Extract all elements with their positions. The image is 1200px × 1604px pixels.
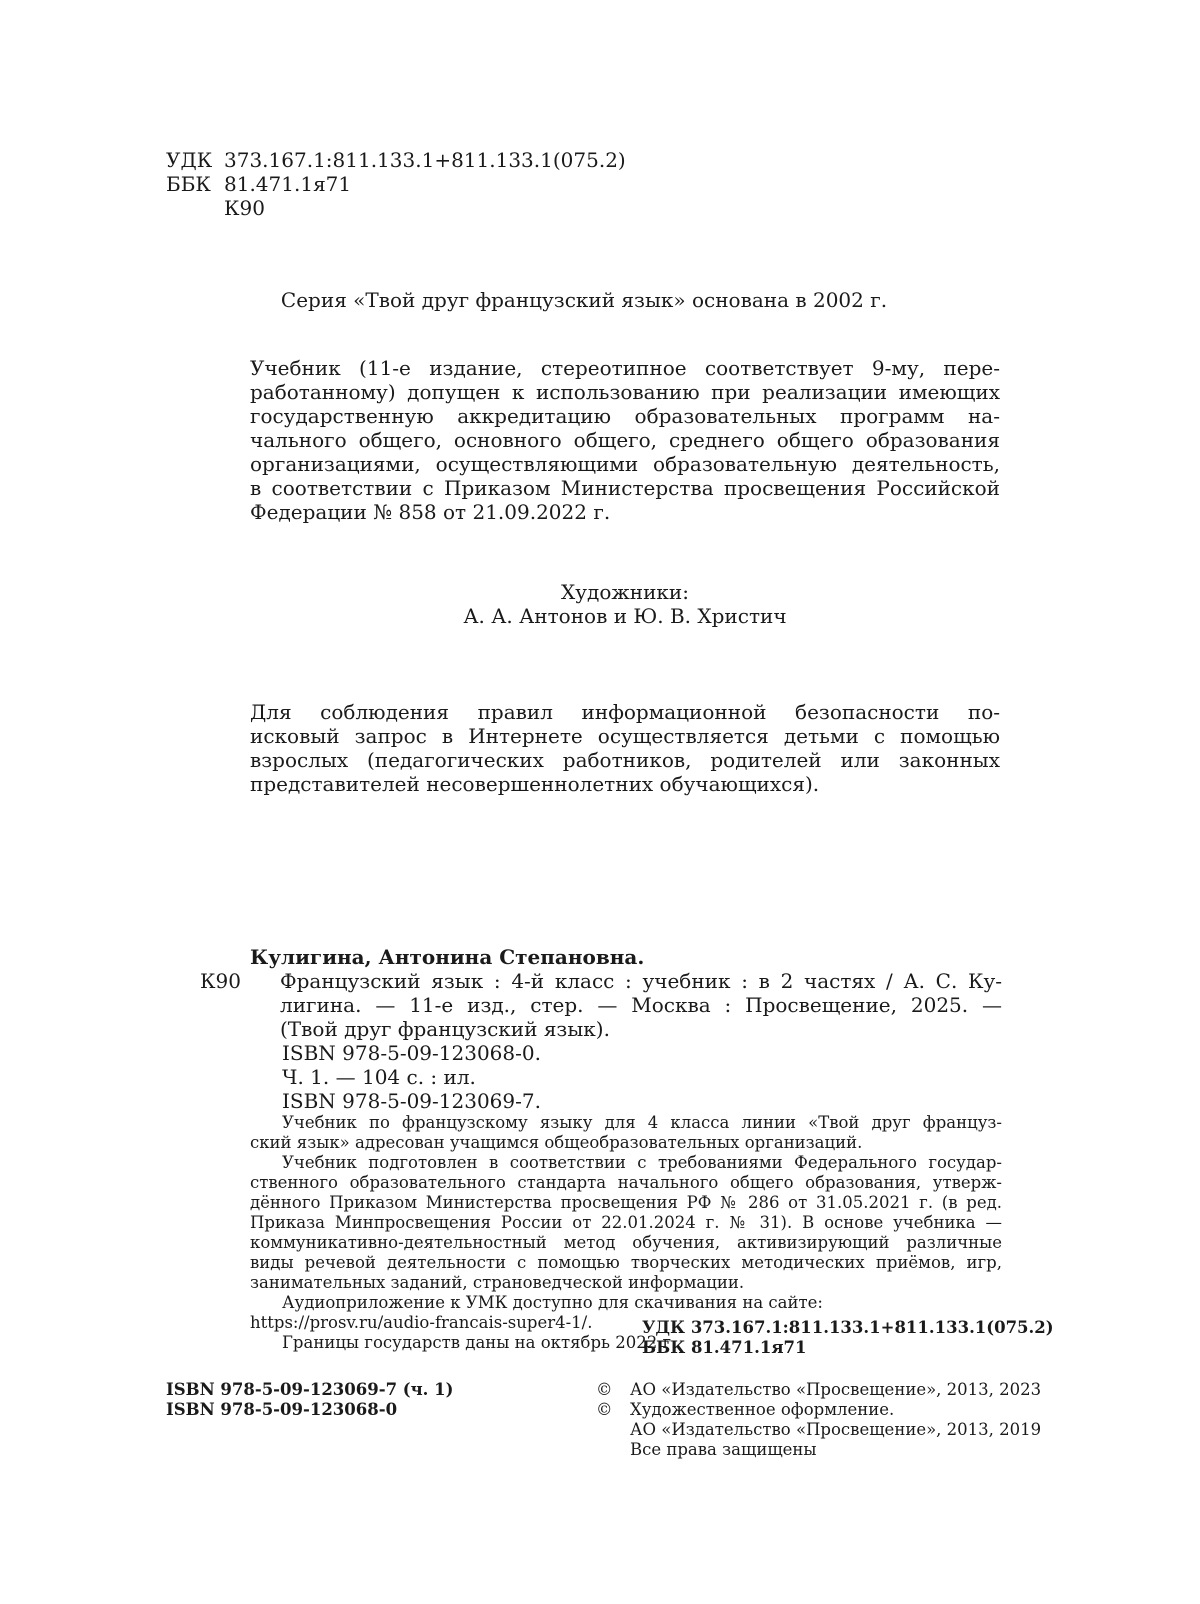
approval-line: чального общего, основного общего, среднего общего образования [250,428,1000,452]
copyright-line: Все права защищены [630,1440,817,1459]
annotation-line: ственного образовательного стандарта начального общего образования, утверж- [250,1173,1002,1192]
artists-names: А. А. Антонов и Ю. В. Христич [463,604,787,628]
copyright-block [596,1380,1056,1460]
biblio-part: Ч. 1. — 104 с. : ил. [282,1065,476,1089]
safety-line: взрослых (педагогических работников, родителей или законных [250,748,1000,772]
copyright-icon: © [596,1400,613,1419]
annotation-line: занимательных заданий, страноведческой информации. [250,1273,745,1292]
biblio-annotation-1 [200,1113,1002,1153]
artists-title: Художники: [561,580,689,604]
bbk-label: ББК [166,172,211,196]
copyright-row [596,1380,1056,1400]
safety-line: исковый запрос в Интернете осуществляется детьми с помощью [250,724,1000,748]
annotation-line: Учебник по французскому языку для 4 класса линии «Твой друг француз- [282,1113,1002,1132]
approval-paragraph [250,356,1000,524]
approval-line: организациями, осуществляющими образовательную деятельность, [250,452,1000,476]
copyright-line: АО «Издательство «Просвещение», 2013, 2023 [630,1380,1042,1399]
copyright-row [596,1420,1056,1440]
approval-line: государственную аккредитацию образовательных программ на- [250,404,1000,428]
author-mark-row [166,196,686,220]
footer-isbn-part: ISBN 978-5-09-123069-7 (ч. 1) [166,1380,454,1399]
series-note: Серия «Твой друг французский язык» основана в 2002 г. [280,288,888,312]
biblio-mark: К90 [200,969,241,993]
copyright-row [596,1400,1056,1420]
annotation-line: Учебник подготовлен в соответствии с требованиями Федерального государ- [282,1153,1002,1172]
author-mark: К90 [224,196,265,220]
artists-credit [250,580,1000,628]
approval-line: Учебник (11-е издание, стереотипное соответствует 9-му, пере- [250,356,1000,380]
footer-bbk: ББК 81.471.1я71 [642,1338,807,1357]
copyright-icon: © [596,1380,613,1399]
footer-isbn [166,1380,566,1420]
biblio-isbn-part: ISBN 978-5-09-123069-7. [282,1089,541,1113]
copyright-row [596,1440,1056,1460]
biblio-title-line: Французский язык : 4-й класс : учебник : в 2 частях / А. С. Ку- [280,969,1002,993]
footer-udk: УДК 373.167.1:811.133.1+811.133.1(075.2) [642,1318,1054,1337]
udk-row [166,148,686,172]
biblio-title-line: (Твой друг французский язык). [280,1017,610,1041]
udk-label: УДК [166,148,213,172]
bbk-value: 81.471.1я71 [224,172,352,196]
annotation-line: Приказа Минпросвещения России от 22.01.2024 г. № 31). В основе учебника — [250,1213,1002,1232]
biblio-title [200,969,1002,1041]
bibliographic-record [200,945,1002,1353]
footer-isbn-set: ISBN 978-5-09-123068-0 [166,1400,398,1419]
approval-line: работанному) допущен к использованию при реализации имеющих [250,380,1000,404]
borders-line: Границы государств даны на октябрь 2022 г. [282,1333,677,1352]
annotation-line: дённого Приказом Министерства просвещения РФ № 286 от 31.05.2021 г. (в ред. [250,1193,1002,1212]
footer-classification [642,1318,1062,1358]
biblio-isbn-set: ISBN 978-5-09-123068-0. [282,1041,541,1065]
copyright-line: Художественное оформление. [630,1400,895,1419]
classification-codes [166,148,686,220]
approval-line: Федерации № 858 от 21.09.2022 г. [250,500,611,524]
udk-value: 373.167.1:811.133.1+811.133.1(075.2) [224,148,626,172]
safety-line: представителей несовершеннолетних обучающихся). [250,772,820,796]
annotation-line: виды речевой деятельности с помощью творческих методических приёмов, игр, [250,1253,1002,1272]
copyright-line: АО «Издательство «Просвещение», 2013, 2019 [630,1420,1042,1439]
bbk-row [166,172,686,196]
biblio-author: Кулигина, Антонина Степановна. [250,945,645,969]
safety-paragraph [250,700,1000,796]
audio-line: Аудиоприложение к УМК доступно для скачивания на сайте: [282,1293,823,1312]
safety-line: Для соблюдения правил информационной безопасности по- [250,700,1000,724]
audio-url: https://prosv.ru/audio-francais-super4-1/. [250,1313,593,1332]
annotation-line: коммуникативно-деятельностный метод обучения, активизирующий различные [250,1233,1002,1252]
biblio-annotation-2 [200,1153,1002,1293]
biblio-title-line: лигина. — 11-е изд., стер. — Москва : Просвещение, 2025. — [280,993,1002,1017]
annotation-line: ский язык» адресован учащимся общеобразовательных организаций. [250,1133,863,1152]
approval-line: в соответствии с Приказом Министерства просвещения Российской [250,476,1000,500]
